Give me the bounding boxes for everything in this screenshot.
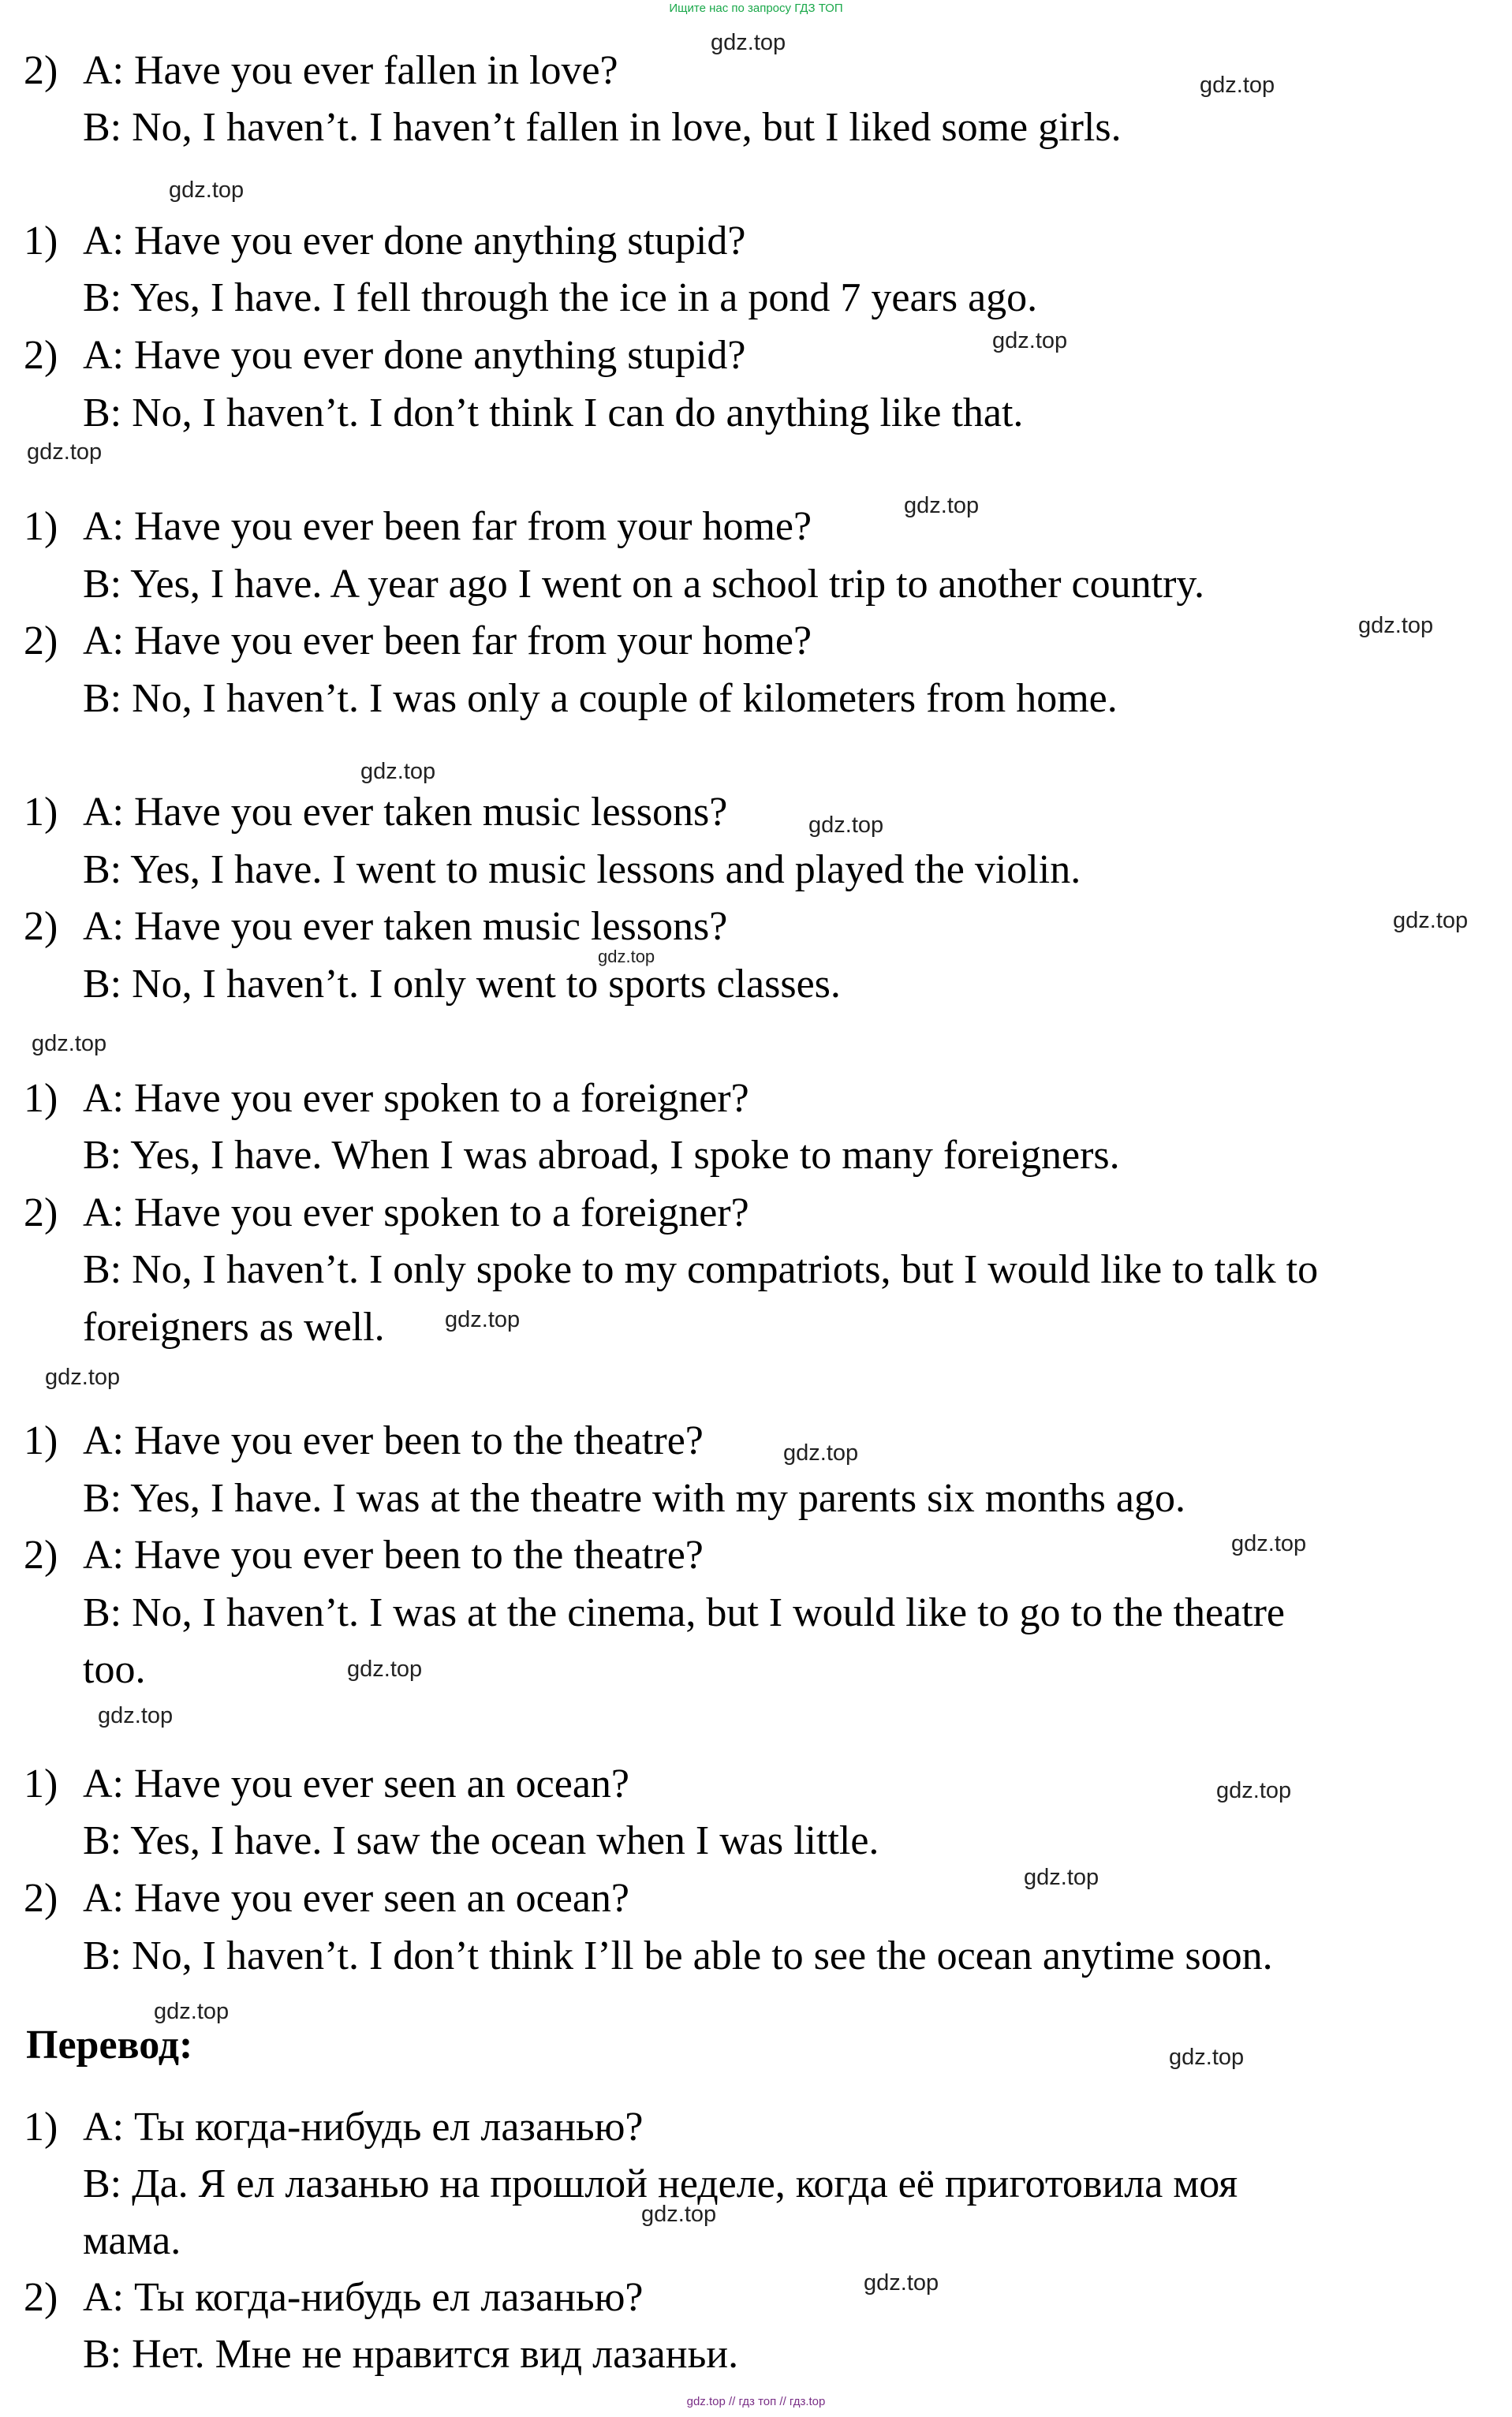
top-banner[interactable]: Ищите нас по запросу ГДЗ ТОП (669, 2, 843, 15)
item-number: 2) (24, 904, 58, 949)
item-number: 1) (24, 790, 58, 835)
item-number: 2) (24, 1190, 58, 1235)
line-text: A: Have you ever been far from your home? (83, 504, 812, 549)
line-text: B: Нет. Мне не нравится вид лазаньи. (83, 2332, 739, 2377)
line-text: A: Ты когда-нибудь ел лазанью? (83, 2275, 644, 2320)
watermark: gdz.top (154, 1999, 230, 2024)
line-text: B: No, I haven’t. I don’t think I’ll be able to see the ocean anytime soon. (83, 1933, 1273, 1978)
watermark: gdz.top (1216, 1778, 1292, 1803)
watermark: gdz.top (360, 759, 436, 784)
watermark: gdz.top (347, 1657, 423, 1682)
item-number: 2) (24, 48, 58, 93)
watermark: gdz.top (98, 1703, 174, 1728)
line-text: A: Have you ever spoken to a foreigner? (83, 1190, 749, 1235)
line-text: A: Have you ever seen an ocean? (83, 1761, 629, 1806)
watermark: gdz.top (27, 439, 103, 465)
line-text: B: Yes, I have. I went to music lessons and played the violin. (83, 847, 1081, 892)
item-number: 1) (24, 1761, 58, 1806)
line-text: foreigners as well. (83, 1305, 385, 1350)
line-text: too. (83, 1647, 146, 1692)
watermark: gdz.top (904, 493, 980, 518)
watermark: gdz.top (1393, 908, 1469, 933)
watermark: gdz.top (32, 1031, 107, 1056)
item-number: 1) (24, 2105, 58, 2150)
watermark: gdz.top (711, 30, 786, 55)
watermark: gdz.top (808, 813, 884, 838)
watermark: gdz.top (1169, 2045, 1245, 2070)
line-text: A: Have you ever taken music lessons? (83, 904, 728, 949)
line-text: A: Have you ever done anything stupid? (83, 333, 746, 378)
watermark: gdz.top (864, 2270, 939, 2296)
item-number: 2) (24, 2275, 58, 2320)
line-text: A: Have you ever spoken to a foreigner? (83, 1076, 749, 1121)
line-text: A: Have you ever been to the theatre? (83, 1418, 704, 1463)
item-number: 1) (24, 1418, 58, 1463)
line-text: B: No, I haven’t. I haven’t fallen in love, but I liked some girls. (83, 105, 1122, 150)
item-number: 2) (24, 1876, 58, 1921)
line-text: мама. (83, 2218, 181, 2263)
line-text: B: No, I haven’t. I don’t think I can do anything like that. (83, 390, 1024, 435)
watermark: gdz.top (1358, 613, 1434, 638)
line-text: B: No, I haven’t. I only spoke to my compatriots, but I would like to talk to (83, 1247, 1319, 1292)
line-text: A: Ты когда-нибудь ел лазанью? (83, 2105, 644, 2150)
line-text: A: Have you ever been to the theatre? (83, 1533, 704, 1578)
line-text: A: Have you ever been far from your home? (83, 618, 812, 663)
line-text: A: Have you ever taken music lessons? (83, 790, 728, 835)
line-text: B: Yes, I have. A year ago I went on a school trip to another country. (83, 562, 1205, 607)
translation-heading: Перевод: (26, 2023, 193, 2068)
watermark: gdz.top (1024, 1865, 1099, 1890)
item-number: 2) (24, 1533, 58, 1578)
item-number: 2) (24, 333, 58, 378)
line-text: B: Yes, I have. I fell through the ice in a pond 7 years ago. (83, 275, 1038, 320)
watermark: gdz.top (1200, 73, 1275, 98)
line-text: B: Да. Я ел лазанью на прошлой неделе, когда её приготовила моя (83, 2161, 1238, 2206)
item-number: 1) (24, 1076, 58, 1121)
watermark: gdz.top (169, 177, 245, 203)
watermark: gdz.top (641, 2202, 717, 2227)
line-text: B: No, I haven’t. I only went to sports classes. (83, 962, 841, 1007)
line-text: B: No, I haven’t. I was at the cinema, but I would like to go to the theatre (83, 1590, 1285, 1635)
watermark: gdz.top (45, 1365, 121, 1390)
line-text: A: Have you ever fallen in love? (83, 48, 618, 93)
watermark: gdz.top (1231, 1531, 1307, 1556)
watermark: gdz.top (598, 947, 655, 966)
footer-banner[interactable]: gdz.top // гдз топ // гдз.top (686, 2395, 826, 2408)
line-text: A: Have you ever done anything stupid? (83, 219, 746, 263)
item-number: 1) (24, 504, 58, 549)
watermark: gdz.top (783, 1440, 859, 1466)
watermark: gdz.top (445, 1307, 521, 1332)
line-text: A: Have you ever seen an ocean? (83, 1876, 629, 1921)
line-text: B: Yes, I have. When I was abroad, I spoke to many foreigners. (83, 1133, 1120, 1178)
watermark: gdz.top (992, 328, 1068, 353)
line-text: B: Yes, I have. I saw the ocean when I was little. (83, 1818, 879, 1863)
line-text: B: Yes, I have. I was at the theatre with my parents six months ago. (83, 1476, 1185, 1521)
line-text: B: No, I haven’t. I was only a couple of kilometers from home. (83, 676, 1118, 721)
item-number: 1) (24, 219, 58, 263)
item-number: 2) (24, 618, 58, 663)
